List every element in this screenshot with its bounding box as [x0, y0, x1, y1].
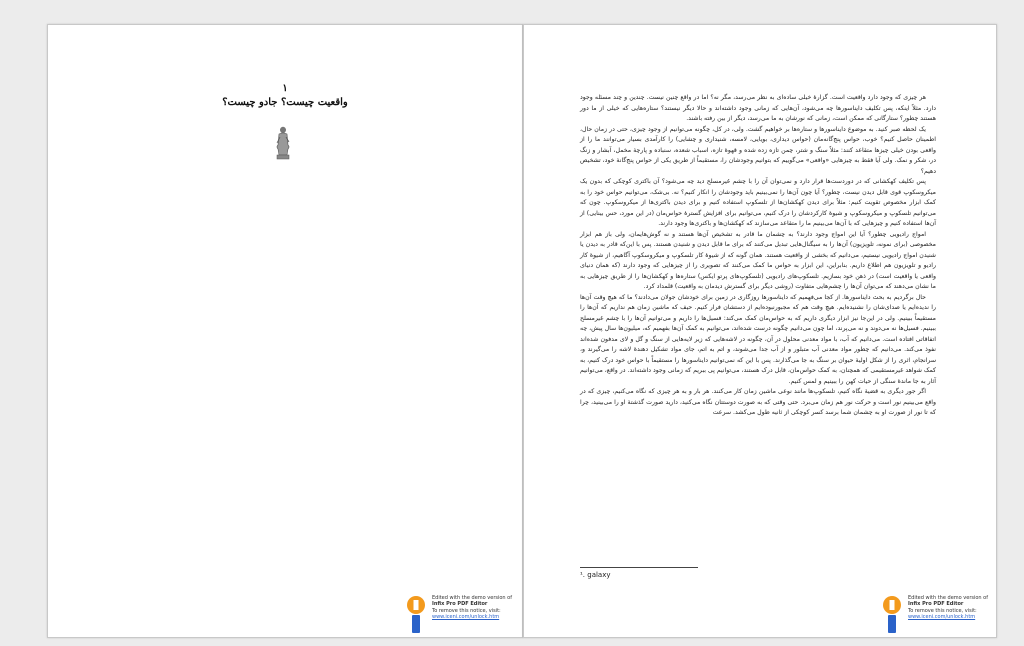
watermark-notice — [403, 593, 519, 637]
watermark-brand: Infix Pro PDF Editor — [908, 601, 964, 608]
watermark-link[interactable]: www.iceni.com/unlock.htm — [908, 613, 976, 620]
pdf-page-2 — [523, 24, 997, 638]
watermark-link[interactable]: www.iceni.com/unlock.htm — [432, 613, 500, 620]
paragraph: پس تکلیف کهکشانی که در دوردست‌ها قرار دارد و نمی‌توان آن را با چشم غیرمسلح دید چه می‌شود؟ آن باکتری کوچکی که بدون یک میکروسکوپ قوی قابل دیدن نیست، چطور؟ آیا چون آن‌ها را نمی‌بینیم باید وجودشان را انکار کنیم؟ نه. بی‌شک، می‌توانیم حواس خود را به کمک ابزار مخصوص تقویت کنیم: مثلاً برای دیدن کهکشان‌ها از تلسکوپ استفاده کنیم و برای دیدن باکتری‌ها از میکروسکوپ. چون که می‌توانیم تلسکوپ و میکروسکوپ و شیوۀ کارکردشان را درک کنیم، می‌توانیم برای افزایش گسترۀ حواس‌مان (در این مورد، حس بینایی) از آن‌ها استفاده کنیم و چیزهایی که با آن‌ها می‌بینیم ما را متقاعد می‌سازند که کهکشان‌ها و باکتری‌ها وجود دارند. — [580, 178, 936, 227]
watermark-notice — [879, 593, 995, 637]
paragraph: حال برگردیم به بحث دایناسورها. از کجا می‌فهمیم که دایناسورها روزگاری در زمین برای خودشان جولان می‌دادند؟ ما که هیچ وقت آن‌ها را ندیده‌ایم یا صدای‌شان را نشنیده‌ایم. هیچ وقت هم که مجبورنبوده‌ایم از دستشان فرار کنیم. حیف که ماشین زمان هم نداریم که آن‌ها را مستقیماً ببینیم. ولی در این‌جا نیز ابزار دیگری داریم که به حواس‌مان کمک می‌کند: فسیل‌ها را داریم و می‌توانیم آن‌ها را با چشم غیرمسلح ببینیم. فسیل‌ها نه می‌دوند و نه می‌پرند، اما چون می‌دانیم چگونه درست شده‌اند، می‌توانیم به کمک آن‌ها بفهمیم که، میلیون‌ها سال پیش، چه اتفاقاتی افتاده است. می‌دانیم که آب، با مواد معدنی محلول در آن، چگونه در لاشه‌هایی که زیر لایه‌هایی از سنگ و گل و لای مدفون شده‌اند نفوذ می‌کند. می‌دانیم که چطور مواد معدنی آب متبلور و از آب جدا می‌شوند، و اتم به اتم، جای مواد تشکیل دهندۀ لاشه را می‌گیرند و، سرانجام، اثری را از شکل اولیۀ حیوان بر سنگ به جا می‌گذارند. پس با این که نمی‌توانیم دایناسورها را مستقیماً با حواس خود درک کنیم، به کمک شواهد غیرمستقیمی که همچنان، به کمک حواس‌مان، قابل درک هستند، می‌توانیم پی ببریم که زمانی وجود داشته‌اند. در واقع، می‌توانیم آثار به جا ماندۀ سنگی از حیات کهن را ببینیم و لمس کنیم. — [580, 293, 936, 385]
statue-figure-icon — [272, 125, 294, 161]
watermark-brand: Infix Pro PDF Editor — [432, 601, 488, 608]
chapter-number: ۱ — [282, 83, 288, 94]
pdf-page-1 — [47, 24, 523, 638]
paragraph: یک لحظه صبر کنید. به موضوع دایناسورها و ستاره‌ها بر خواهیم گشت. ولی، در کل، چگونه می‌توانیم از وجود چیزی، حتی در زمان حال، اطمینان حاصل کنیم؟ خوب، حواس پنج‌گانه‌مان (حواس دیداری، بویایی، لامسه، شنیداری و چشایی) را کارآمدی بسیار می‌توانند ما را از واقعی بودن خیلی چیزها متقاعد کنند: مثلاً سنگ و شتر، چمن تازه زده شده و قهوۀ تازه، اسباب شعده، سنباده و پارچۀ مخمل، آبشار و زنگ در، شکر و نمک. ولی آیا فقط به چیزهایی «واقعی» می‌گوییم که بتوانیم وجودشان را، مستقیماً از طریق یکی از حواس پنج‌گانۀ خود، تشخیص دهیم؟ — [580, 125, 936, 175]
infix-logo-icon — [879, 595, 905, 635]
watermark-line-1: Edited with the demo version of — [432, 595, 513, 601]
chapter-title: واقعیت چیست؟ جادو چیست؟ — [222, 97, 348, 108]
infix-logo-icon — [403, 595, 429, 635]
paragraph: هر چیزی که وجود دارد واقعیت است. گزارۀ خیلی ساده‌ای به نظر می‌رسد، مگر نه؟ اما در واقع چنین نیست. چندین و چند مسئله وجود دارد. مثلاً اینکه، پس تکلیف دایناسورها چه می‌شود، آن‌هایی که زمانی وجود داشته‌اند و حالا دیگر نیستند؟ ستاره‌هایی که خیلی از ما دور هستند چطور؟ ستارگانی که ممکن است، زمانی که نورشان به ما می‌رسد، دیگر از بین رفته باشند. — [580, 94, 936, 122]
footnote-divider — [580, 567, 698, 568]
watermark-line-1: Edited with the demo version of — [908, 595, 989, 601]
body-text — [580, 93, 936, 419]
watermark-line-3: To remove this notice, visit: — [432, 607, 501, 614]
watermark-line-3: To remove this notice, visit: — [908, 607, 977, 614]
paragraph: امواج رادیویی چطور؟ آیا این امواج وجود دارند؟ به چشمان ما قادر به تشخیص آن‌ها هستند و نه گوش‌هایمان، ولی باز هم ابزار مخصوصی (برای نمونه، تلویزیون) آن‌ها را به سیگنال‌هایی تبدیل می‌کنند که برای ما قابل دیدن و شنیدن هستند. پس با این‌که قادر به دیدن یا شنیدن امواج رادیویی نیستیم، می‌دانیم که بخشی از واقعیت هستند. همان گونه که از شیوۀ کار تلسکوپ و میکروسکوپ آگاهیم، از شیوۀ کار رادیو و تلویزیون هم اطلاع داریم. بنابراین، این ابزار به حواس ما کمک می‌کنند که تصویری را از چیزهایی که وجود دارند (که همان دنیای واقعی یا واقعیت است) در ذهن خود بسازیم. تلسکوپ‌های رادیویی (تلسکوپ‌های پرتو ایکس) ستاره‌ها و کهکشان‌ها را از طریق چیزهایی به ما نشان می‌دهند که می‌توان آن‌ها را چشم‌هایی متفاوت (روشی دیگر برای گسترش دیدمان به واقعیت) قلمداد کرد. — [580, 230, 936, 290]
footnote: ¹. galaxy — [580, 571, 611, 579]
paragraph: اگر جور دیگری به قضیۀ نگاه کنیم، تلسکوپ‌ها مانند نوعی ماشین زمان کار می‌کنند. هر بار و به هر چیزی که نگاه می‌کنیم، چیزی که در واقع می‌بینیم نور است و حرکت نور هم زمان می‌برد. حتی وقتی که به صورت دوستتان نگاه می‌کنید، دارید صورت گذشتۀ او را می‌بینید، چرا که تا نور از صورت او به چشمان شما برسد کسر کوچکی از ثانیه طول می‌کشد. سرعت — [580, 388, 936, 416]
